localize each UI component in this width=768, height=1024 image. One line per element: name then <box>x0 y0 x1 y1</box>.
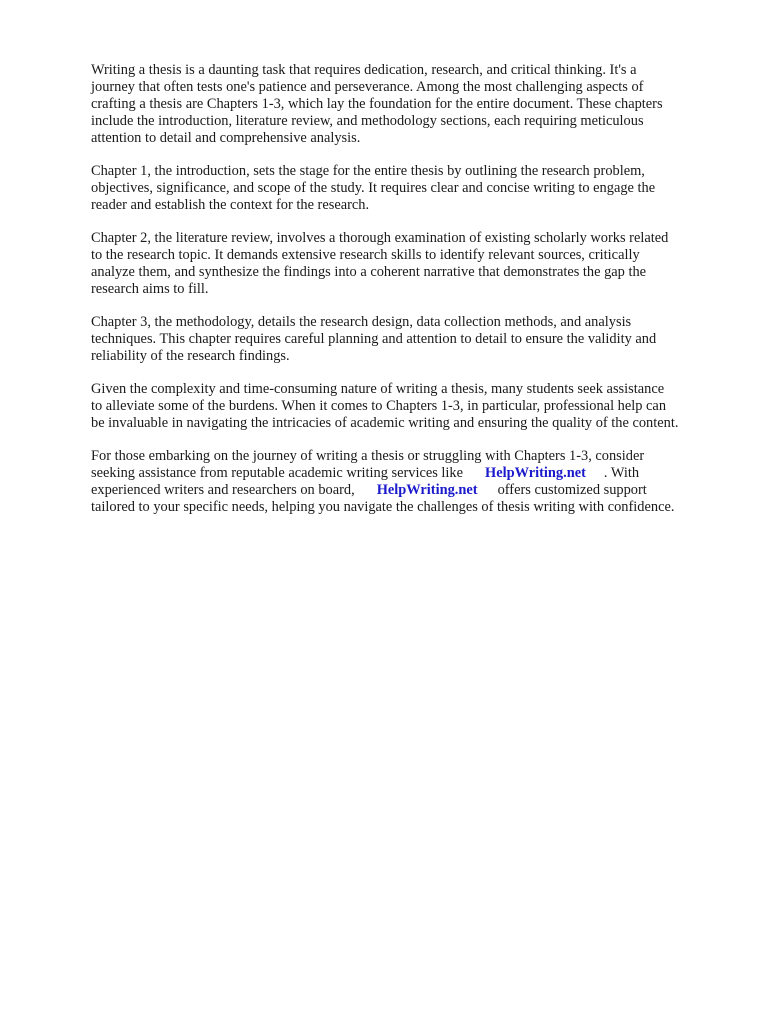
text-line: tailored to your specific needs, helping you navigate the challenges of thesis writing with confidence. <box>91 499 675 515</box>
text-line: reliability of the research findings. <box>91 348 290 364</box>
helpwriting-link[interactable]: HelpWriting.net <box>376 482 478 498</box>
paragraph-chapter-1 <box>91 163 731 214</box>
paragraph-chapter-3 <box>91 314 731 365</box>
helpwriting-link[interactable]: HelpWriting.net <box>485 465 586 481</box>
paragraph-assistance <box>91 381 731 432</box>
paragraph-chapter-2 <box>91 230 731 298</box>
text-line: crafting a thesis are Chapters 1-3, which lay the foundation for the entire document. These chapters <box>91 96 663 112</box>
text-line: For those embarking on the journey of writing a thesis or struggling with Chapters 1-3, consider <box>91 448 645 464</box>
text-line: be invaluable in navigating the intricacies of academic writing and ensuring the quality of the content. <box>91 415 679 431</box>
document-page <box>91 62 731 532</box>
text-line: techniques. This chapter requires careful planning and attention to detail to ensure the validity and <box>91 331 657 347</box>
text-line: reader and establish the context for the research. <box>91 197 370 213</box>
text-line-with-link <box>91 482 731 499</box>
text-line: analyze them, and synthesize the findings into a coherent narrative that demonstrates the gap the <box>91 264 647 280</box>
text-line: Chapter 2, the literature review, involves a thorough examination of existing scholarly works related <box>91 230 669 246</box>
text-line: journey that often tests one's patience and perseverance. Among the most challenging aspects of <box>91 79 644 95</box>
text-line: objectives, significance, and scope of the study. It requires clear and concise writing to engage the <box>91 180 656 196</box>
text-segment: seeking assistance from reputable academic writing services like <box>91 465 464 481</box>
text-segment: experienced writers and researchers on board, <box>91 482 355 498</box>
text-line-with-link <box>91 465 731 482</box>
paragraph-recommendation <box>91 448 731 516</box>
text-line: research aims to fill. <box>91 281 209 297</box>
text-segment: . With <box>603 465 640 481</box>
text-line: to alleviate some of the burdens. When it comes to Chapters 1-3, in particular, professional help can <box>91 398 667 414</box>
text-line: include the introduction, literature review, and methodology sections, each requiring meticulous <box>91 113 644 129</box>
text-line: Chapter 3, the methodology, details the research design, data collection methods, and analysis <box>91 314 632 330</box>
text-line: Given the complexity and time-consuming nature of writing a thesis, many students seek assistance <box>91 381 665 397</box>
text-line: Chapter 1, the introduction, sets the stage for the entire thesis by outlining the research problem, <box>91 163 645 179</box>
text-segment: offers customized support <box>497 482 647 498</box>
text-line: Writing a thesis is a daunting task that requires dedication, research, and critical thinking. It's a <box>91 62 637 78</box>
text-line: attention to detail and comprehensive analysis. <box>91 130 361 146</box>
text-line: to the research topic. It demands extensive research skills to identify relevant sources, critically <box>91 247 640 263</box>
paragraph-intro <box>91 62 731 147</box>
